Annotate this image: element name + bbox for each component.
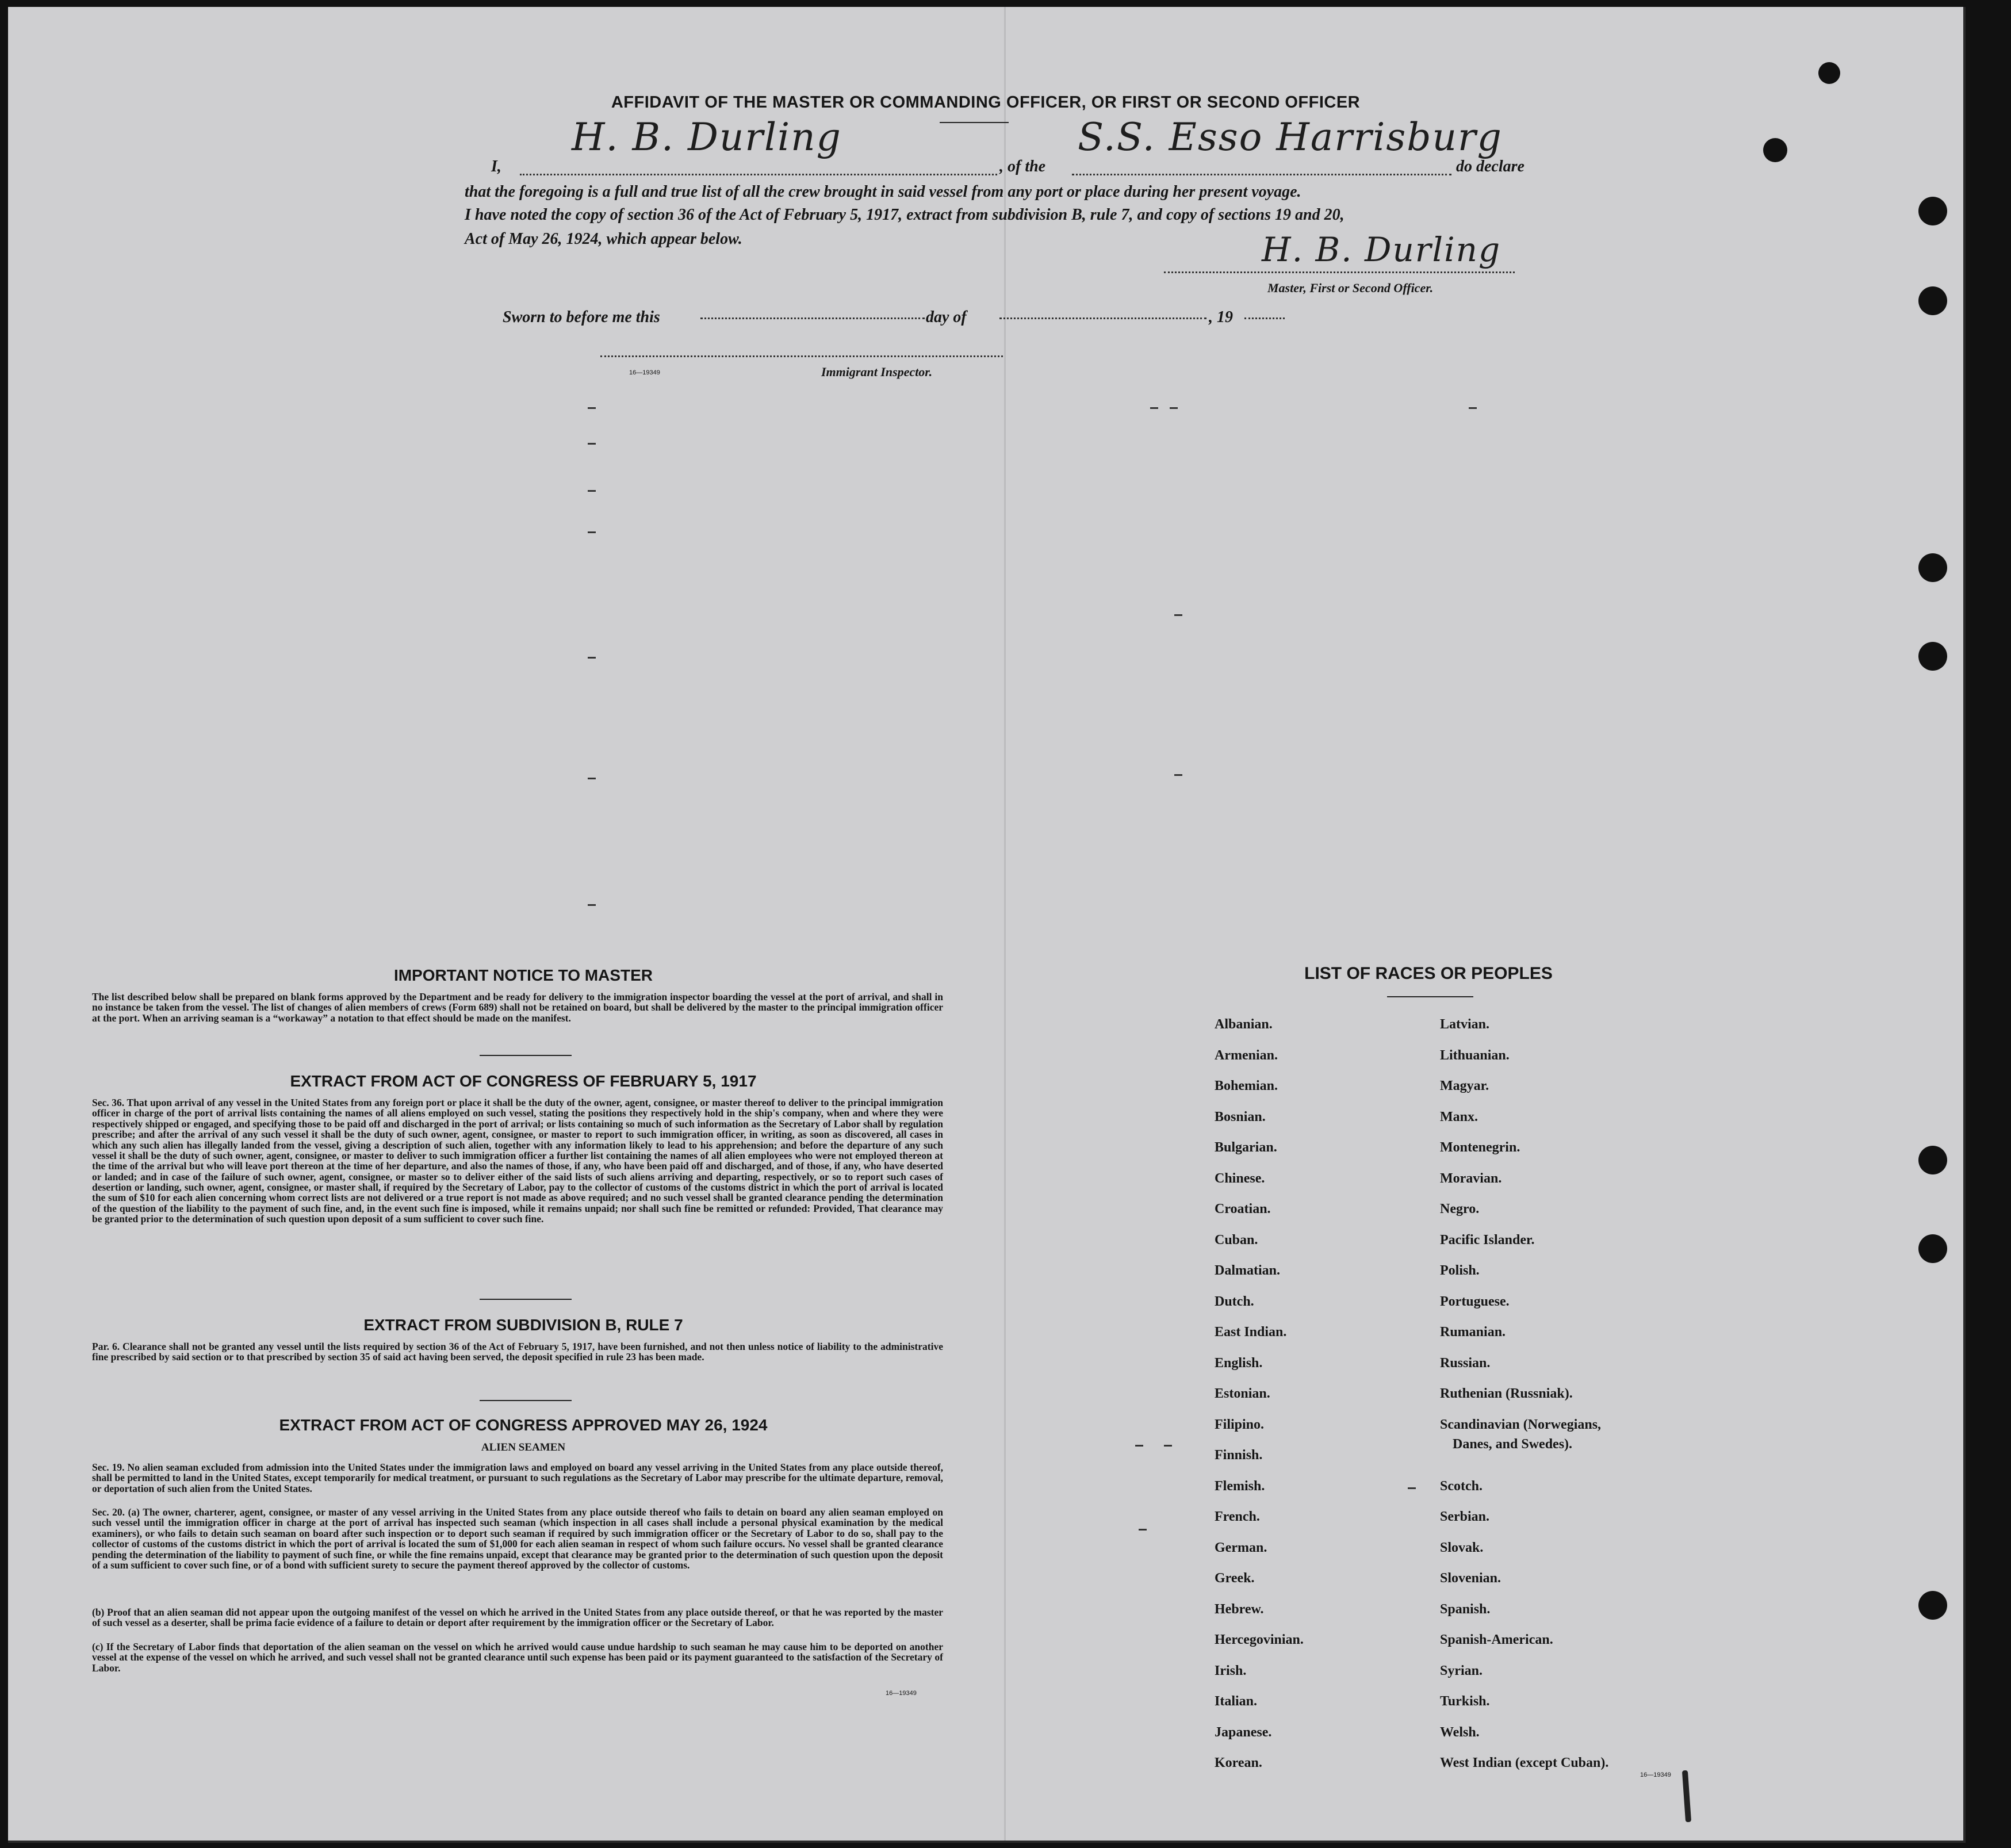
- affidavit-line-3: I have noted the copy of section 36 of the Act of February 5, 1917, extract from subdivision B, rule 7, and copy of sections 19 and 20,: [465, 206, 1345, 224]
- race-item: Danes, and Swedes).: [1453, 1436, 1573, 1452]
- extract-1917-heading: EXTRACT FROM ACT OF CONGRESS OF FEBRUARY 5, 1917: [290, 1072, 757, 1090]
- master-name-handwriting: H. B. Durling: [572, 115, 842, 159]
- race-item: Cuban.: [1215, 1232, 1258, 1248]
- sec20c-text: (c) If the Secretary of Labor finds that deportation of the alien seaman on the vessel on which he arrived would cause undue hardship to such seaman he may cause him to be deported on another vessel at the expense of the vessel on which he arrived, and such vessel shall not be granted clearance until such expense has been paid or its payment guaranteed to the satisfaction of the Secretary of Labor.: [92, 1641, 943, 1674]
- sworn-month-field[interactable]: [999, 317, 1206, 319]
- sworn-day-field[interactable]: [700, 317, 925, 319]
- vessel-field[interactable]: [1072, 174, 1451, 175]
- punch-hole: [1918, 1591, 1947, 1620]
- race-item: Slovenian.: [1440, 1571, 1501, 1586]
- sec20b-text: (b) Proof that an alien seaman did not appear upon the outgoing manifest of the vessel on which he arrived in the United States from any place outside thereof, or that he was reported by the master of such vessel as a deserter, shall be prima facie evidence of a failure to detain or deport after requirement by the immigration officer or the Secretary of Labor.: [92, 1606, 943, 1629]
- section-divider: [480, 1055, 572, 1056]
- day-of-label: day of: [926, 308, 967, 326]
- extract-1924-heading: EXTRACT FROM ACT OF CONGRESS APPROVED MAY 26, 1924: [279, 1416, 768, 1434]
- rule7-text: Par. 6. Clearance shall not be granted any vessel until the lists required by section 36 of the Act of February 5, 1917, have been furnished, and not then unless notice of liability to the administrative fine prescribed by said section or to that prescribed by section 35 of said act having been served, the deposit specified in rule 23 has been made.: [92, 1341, 943, 1363]
- race-item: Italian.: [1215, 1694, 1258, 1709]
- signature-caption: Master, First or Second Officer.: [1267, 281, 1434, 295]
- sec19-text: Sec. 19. No alien seaman excluded from admission into the United States under the immigration laws and employed on board any vessel arriving in the United States from any place outside thereof, shall be permitted to land in the United States, except temporarily for medical treatment, or pursuant to such regulations as the Secretary of Labor may prescribe for the ultimate departure, removal, or deportation of such alien from the United States.: [92, 1461, 943, 1494]
- title-divider: [940, 122, 1009, 123]
- notice-heading: IMPORTANT NOTICE TO MASTER: [393, 966, 653, 984]
- race-item: Dutch.: [1215, 1294, 1254, 1309]
- race-item: Rumanian.: [1440, 1325, 1506, 1340]
- race-item: Bohemian.: [1215, 1078, 1278, 1093]
- signature-line[interactable]: [1164, 271, 1515, 273]
- race-item: Croatian.: [1215, 1202, 1271, 1216]
- punch-hole: [1918, 642, 1947, 671]
- race-item: Latvian.: [1440, 1017, 1490, 1032]
- punch-hole: [1918, 286, 1947, 315]
- section-label: Sec. 36.: [92, 1097, 125, 1108]
- race-item: Japanese.: [1215, 1724, 1272, 1740]
- race-item: Slovak.: [1440, 1540, 1484, 1555]
- sec20a-text: Sec. 20. (a) The owner, charterer, agent, consignee, or master of any vessel arriving in the United States from any place outside thereof who fails to detain on board any alien seaman employed on such vessel until the immigration officer in charge at the port of arrival has inspected such seaman (which inspection in all cases shall include a personal physical examination by the medical examiners), or who fails to detain such seaman on board after such inspection or to deport such seaman if required by such immigration officer or the Secretary of Labor to do so, shall pay to the collector of customs of the customs district in which the port of arrival is located the sum of $1,000 for each alien seaman in respect of whom such failure occurs. No vessel shall be granted clearance pending the determination of the liability to payment of such fine, or while the fine remains unpaid, except that clearance may be granted prior to the determination of such question upon the deposit of a sum sufficient to cover such fine, or of a bond with sufficient surety to secure the payment thereof approved by the collector of customs.: [92, 1506, 943, 1571]
- inspector-signature-line[interactable]: [600, 355, 1003, 357]
- punch-hole: [1763, 138, 1787, 162]
- race-item: Scotch.: [1440, 1478, 1483, 1494]
- races-left-column: [1215, 1017, 1304, 1786]
- ruling-tick: [588, 443, 596, 445]
- race-item: Lithuanian.: [1440, 1047, 1510, 1063]
- race-item: Spanish-American.: [1440, 1632, 1553, 1647]
- race-item: Chinese.: [1215, 1170, 1265, 1186]
- ruling-tick: [588, 490, 596, 492]
- ruling-tick: [1408, 1487, 1416, 1489]
- punch-hole: [1918, 553, 1947, 582]
- year-label: , 19: [1209, 308, 1233, 326]
- ruling-tick: [588, 778, 596, 779]
- race-item: Filipino.: [1215, 1417, 1265, 1432]
- of-the-label: , of the: [999, 158, 1046, 175]
- do-declare-label: do declare: [1456, 158, 1524, 175]
- punch-hole: [1918, 197, 1947, 225]
- races-right-column: [1440, 1017, 1608, 1786]
- ruling-tick: [1469, 407, 1477, 409]
- ruling-tick: [1135, 1445, 1143, 1447]
- form-number: 16—19349: [629, 369, 660, 376]
- vessel-name-handwriting: S.S. Esso Harrisburg: [1078, 115, 1503, 159]
- affidavit-title: AFFIDAVIT OF THE MASTER OR COMMANDING OFFICER, OR FIRST OR SECOND OFFICER: [611, 93, 1361, 112]
- alien-seamen-subheading: ALIEN SEAMEN: [481, 1441, 566, 1453]
- races-heading: LIST OF RACES OR PEOPLES: [1304, 964, 1553, 983]
- race-item: Dalmatian.: [1215, 1263, 1280, 1278]
- race-item: Korean.: [1215, 1755, 1262, 1770]
- ruling-tick: [588, 531, 596, 533]
- affidavit-line-2: that the foregoing is a full and true list of all the crew brought in said vessel from any port or place during her present voyage.: [465, 183, 1301, 201]
- race-item: Albanian.: [1215, 1017, 1273, 1032]
- ink-mark: [1682, 1770, 1691, 1822]
- document-sheet: [8, 7, 1966, 1843]
- race-item: Armenian.: [1215, 1047, 1278, 1063]
- race-item: Hebrew.: [1215, 1601, 1264, 1617]
- sworn-year-field[interactable]: [1244, 317, 1285, 319]
- section-divider: [480, 1400, 572, 1401]
- race-item: Negro.: [1440, 1202, 1480, 1216]
- races-divider: [1387, 996, 1473, 997]
- notice-text: The list described below shall be prepared on blank forms approved by the Department and be ready for delivery to the immigration inspector boarding the vessel at the port of arrival, and shall in no instance be taken from the vessel. The list of changes of alien members of crews (Form 689) shall not be retained on board, but shall be delivered by the master to the principal immigration officer at the port. When an arriving seaman is a “workaway” a notation to that effect should be made on the manifest.: [92, 991, 943, 1024]
- race-item: Scandinavian (Norwegians,: [1440, 1417, 1602, 1432]
- race-item: Portuguese.: [1440, 1294, 1510, 1309]
- section-36-body: That upon arrival of any vessel in the United States from any foreign port or place it shall be the duty of the owner, agent, consignee, or master thereof to deliver to the principal immigration officer in charge of the port of arrival lists containing the names of all aliens employed on such vessel, stating the positions they respectively hold in the ship's company, when and where they were respectively shipped or engaged, and specifying those to be paid off and discharged in the port of arrival; or lists containing so much of such information as the Secretary of Labor shall by regulation prescribe; and after the arrival of any such vessel it shall be the duty of such owner, agent, consignee, or master to report to such immigration officer, in writing, as soon as discovered, all cases in which any such alien has illegally landed from the vessel, giving a description of such alien, together with any information likely to lead to his apprehension; and before the departure of any such vessel it shall be the duty of such owner, agent, consignee, or master to deliver to such immigration officer a further list containing the names of all alien employees who were not employed thereon at the time of the arrival but who will leave port thereon at the time of her departure, and also the names of those, if any, who have been paid off and discharged, and of those, if any, who have deserted or landed; and in case of the failure of such owner, agent, consignee, or master so to deliver either of the said lists of such aliens arriving and departing, respectively, or so to report such cases of desertion or landing, such owner, agent, consignee, or master shall, if required by the Secretary of Labor, pay to the collector of customs of the customs district in which the port of arrival is located the sum of $10 for each alien concerning whom correct lists are not delivered or a true report is not made as above required; and no such vessel shall be granted clearance pending the determination of the question of the liability to the payment of such fine, and, in the event such fine is imposed, while it remains unpaid; nor shall such fine be remitted or refunded: Provided, That clearance may be granted prior to the determination of such question upon deposit of a sum sufficient to cover such fine.: [92, 1097, 943, 1225]
- master-name-field[interactable]: [520, 174, 997, 175]
- race-item: East Indian.: [1215, 1325, 1287, 1340]
- race-item: Finnish.: [1215, 1448, 1263, 1463]
- race-item: Bulgarian.: [1215, 1140, 1277, 1155]
- race-item: Spanish.: [1440, 1601, 1491, 1617]
- ruling-tick: [588, 904, 596, 906]
- inspector-caption: Immigrant Inspector.: [821, 365, 933, 379]
- sworn-label: Sworn to before me this: [503, 308, 660, 326]
- race-item: Estonian.: [1215, 1386, 1270, 1401]
- rule7-heading: EXTRACT FROM SUBDIVISION B, RULE 7: [363, 1316, 683, 1334]
- ruling-tick: [1174, 774, 1182, 776]
- race-item: Greek.: [1215, 1571, 1255, 1586]
- punch-hole: [1918, 1146, 1947, 1174]
- ruling-tick: [1150, 407, 1158, 409]
- race-item: Pacific Islander.: [1440, 1232, 1535, 1248]
- ruling-tick: [1174, 614, 1182, 616]
- race-item: Montenegrin.: [1440, 1140, 1520, 1155]
- race-item: Ruthenian (Russniak).: [1440, 1386, 1573, 1401]
- race-item: Polish.: [1440, 1263, 1480, 1278]
- race-item: Russian.: [1440, 1355, 1491, 1371]
- race-item: English.: [1215, 1355, 1263, 1371]
- ruling-tick: [588, 657, 596, 659]
- ruling-tick: [1164, 1445, 1172, 1447]
- form-number: 16—19349: [1640, 1772, 1671, 1778]
- page-fold: [1004, 7, 1006, 1841]
- race-item: Hercegovinian.: [1215, 1632, 1304, 1647]
- i-label: I,: [491, 158, 501, 175]
- section-divider: [480, 1299, 572, 1300]
- master-signature: H. B. Durling: [1262, 230, 1501, 269]
- punch-hole: [1918, 1234, 1947, 1263]
- ruling-tick: [588, 407, 596, 409]
- race-item: Moravian.: [1440, 1170, 1502, 1186]
- race-item: Irish.: [1215, 1663, 1247, 1678]
- race-item: Syrian.: [1440, 1663, 1483, 1678]
- race-item: Magyar.: [1440, 1078, 1489, 1093]
- race-item: West Indian (except Cuban).: [1440, 1755, 1609, 1770]
- race-item: Bosnian.: [1215, 1109, 1266, 1124]
- extract-1917-text: [92, 1097, 943, 1225]
- race-item: Turkish.: [1440, 1694, 1490, 1709]
- race-item: French.: [1215, 1509, 1260, 1524]
- ruling-tick: [1139, 1529, 1147, 1531]
- race-item: German.: [1215, 1540, 1267, 1555]
- affidavit-line-4: Act of May 26, 1924, which appear below.: [465, 230, 742, 248]
- race-item: Flemish.: [1215, 1478, 1265, 1494]
- ruling-tick: [1170, 407, 1178, 409]
- race-item: Manx.: [1440, 1109, 1478, 1124]
- form-number: 16—19349: [886, 1690, 917, 1697]
- race-item: Serbian.: [1440, 1509, 1490, 1524]
- punch-hole: [1818, 62, 1840, 84]
- race-item: Welsh.: [1440, 1724, 1480, 1740]
